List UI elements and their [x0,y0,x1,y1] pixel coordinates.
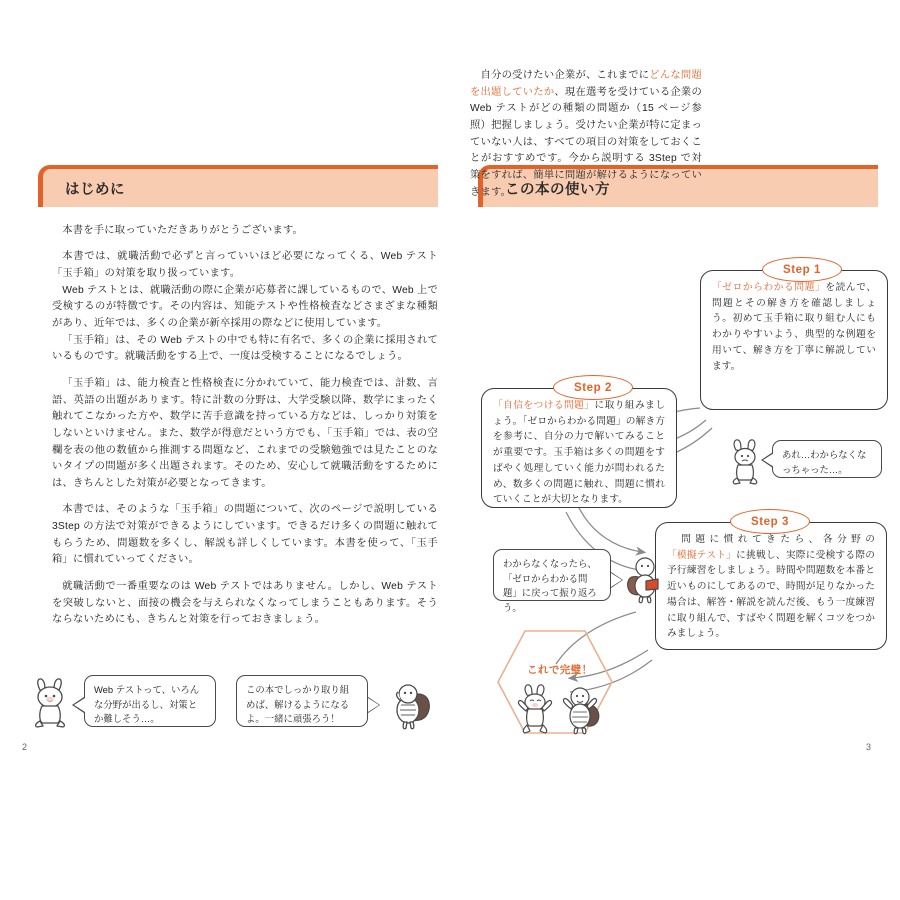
bubble-tail [74,698,85,712]
paragraph: Web テストとは、就職活動の際に企業が応募者に課しているもので、Web 上で受検するのが特徴です。その内容は、知能テストや性格検査などさまざまな種類があり、近年では、多くの企業が新卒採用の際などに使用しています。 [52,284,438,330]
step-1-highlight: 「ゼロからわかる問題」 [712,282,826,293]
speech-bubble-turtle-book [493,549,611,613]
step-3-body: に挑戦し、実際に受検する際の予行練習をしましょう。時間や問題数を本番と近いものにしてあるので、時間が足りなかった場合は、解答・解説を読んだ後、もう一度練習に取り組んで、すばやく問題を解くコツをつかみましょう。 [667,549,875,640]
paragraph: 「玉手箱」は、能力検査と性格検査に分かれていて、能力検査では、計数、言語、英語の出題があります。特に計数の分野は、大学受験以降、数学にまったく触れてこなかった方や、数学に苦手意識を持っている方などは、しっかり対策をしないといけません。また、数学が得意だという方でも、「玉手箱」では、表の空欄を表の他の数値から推測する問題など、これまでの受験勉強では見たことのないタイプの問題が多く出題されます。そのため、安心して就職活動をするためには、きちんとした対策が必要となってきます。 [52,377,438,489]
right-page-intro [470,68,702,201]
turtle-character-left [388,678,436,732]
turtle-reading-character [624,553,666,605]
left-page-heading: はじめに [65,181,125,198]
step-2-label [553,375,633,400]
step-label-text: Step 1 [783,263,821,276]
step-3-label [730,509,810,534]
left-page-banner [38,165,438,207]
bubble-text: わからなくなったら、「ゼロからわかる問題」に戻って振り返ろう。 [503,558,597,613]
step-2-body: に取り組みましょう。「ゼロからわかる問題」の解き方を参考に、自分の力で解いてみることが重要です。玉手箱は多くの問題をすばやく処理していく能力が問われるため、数多くの問題に触れ、問題に慣れていくことが大切となります。 [493,400,666,506]
paragraph: 本書では、就職活動で必ずと言っていいほど必要になってくる、Web テスト「玉手箱」の対策を取り扱っています。 [52,251,438,280]
finale-label: これで完璧！ [527,664,593,676]
paragraph: 「玉手箱」は、その Web テストの中でも特に有名で、多くの企業に採用されているものです。就職活動をする上で、一度は受検することになるでしょう。 [52,334,438,363]
bubble-tail [763,453,774,467]
page-number-left: 2 [22,742,28,752]
rabbit-character-left [28,676,72,730]
step-1-body: を読んで、問題とその解き方を確認しましょう。初めて玉手箱に取り組む人にもわかりやすいよう、典型的な例題を用いて、解き方を丁寧に解説しています。 [712,282,877,372]
step-label-text: Step 2 [574,381,612,394]
speech-bubble-rabbit-confused [772,440,882,478]
step-1-box [700,270,888,410]
step-2-text [493,398,665,508]
speech-bubble-turtle-left [236,675,368,727]
rabbit-confused-character [727,438,763,486]
paragraph: 本書では、そのような「玉手箱」の問題について、次のページで説明している 3Step の方法で対策ができるようにしています。できるだけ多くの問題に触れてもらうため、問題数を多くし、解説も詳しくしています。本書を使って、「玉手箱」に慣れていってください。 [52,504,438,566]
step-2-box [481,388,677,508]
bubble-text: この本でしっかり取り組めば、解けるようになるよ。一緒に頑張ろう！ [246,684,350,725]
intro-post: 、現在選考を受けている企業の Web テストがどの種類の問題か（15 ページ参照）把握しましょう。受けたい企業が特に定まっていない人は、すべての項目の対策をしておくことがおすすめです。今から説明する 3Step で対策をすれば、簡単に問題が解けるようになっていきます。 [470,86,702,198]
bubble-tail [368,698,379,712]
step-3-text [667,532,875,642]
page-number-right: 3 [866,742,872,752]
left-page-body [52,223,438,629]
intro-highlight: どんな問題を出題していたか [470,70,702,98]
intro-paragraph [470,68,702,201]
step-3-box [655,522,887,650]
paragraph: 本書を手に取っていただきありがとうございます。 [62,225,304,236]
step-3-pre: 問題に慣れてきたら、各分野の [667,534,875,545]
step-2-highlight: 「自信をつける問題」 [493,400,595,411]
step-3-highlight: 「模擬テスト」 [667,549,737,561]
intro-pre: 自分の受けたい企業が、これまでに [470,70,650,81]
paragraph: 就職活動で一番重要なのは Web テストではありません。しかし、Web テストを突破しないと、面接の機会を与えられなくなってしまうこともあります。そうならないためにも、きちんと対策を行っておきましょう。 [52,580,438,626]
turtle-celebrating-character [558,682,606,736]
step-1-text [712,280,876,374]
right-page-heading: この本の使い方 [505,181,610,198]
bubble-tail [611,573,622,587]
bubble-text: Web テストって、いろんな分野が出るし、対策とか難しそう…。 [94,684,200,725]
step-1-label [762,257,842,282]
rabbit-celebrating-character [514,684,558,734]
speech-bubble-rabbit-left [84,675,216,727]
step-label-text: Step 3 [751,515,789,528]
bubble-text: あれ…わからなくなっちゃった…。 [782,449,867,475]
